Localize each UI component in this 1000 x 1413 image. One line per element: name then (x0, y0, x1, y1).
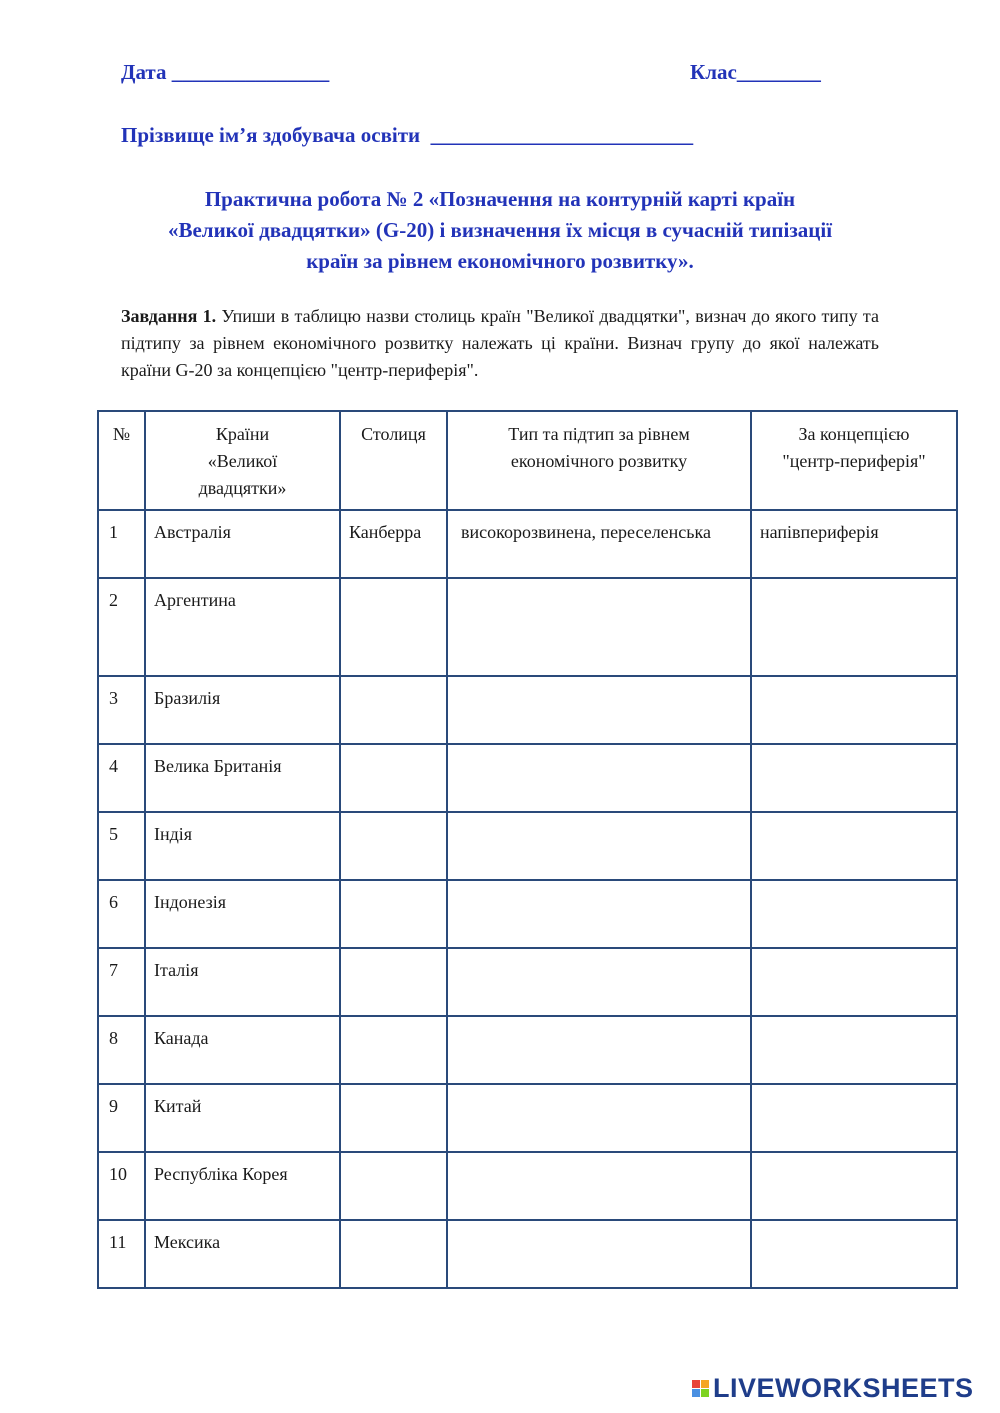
cell-num: 11 (98, 1220, 145, 1288)
title-line-1: Практична робота № 2 «Позначення на контурній карті країн (204, 187, 796, 211)
cell-concept[interactable]: напівпериферія (751, 510, 957, 578)
page-title (100, 184, 900, 277)
cell-country: Бразилія (145, 676, 340, 744)
cell-type[interactable] (447, 880, 751, 948)
title-line-2: «Великої двадцятки» (G-20) і визначення їх місця в сучасній типізації (167, 218, 833, 242)
cell-concept[interactable] (751, 1220, 957, 1288)
cell-type[interactable] (447, 676, 751, 744)
cell-num: 9 (98, 1084, 145, 1152)
cell-type[interactable] (447, 1220, 751, 1288)
cell-type[interactable] (447, 948, 751, 1016)
class-field (690, 60, 821, 85)
header-type: Тип та підтип за рівнем економічного розвитку (447, 411, 751, 510)
date-label: Дата (121, 60, 167, 84)
cell-concept[interactable] (751, 744, 957, 812)
cell-type[interactable] (447, 812, 751, 880)
date-blank[interactable]: _______________ (171, 60, 330, 84)
cell-capital[interactable] (340, 744, 447, 812)
cell-country: Республіка Корея (145, 1152, 340, 1220)
g20-table (97, 410, 958, 1289)
cell-concept[interactable] (751, 1016, 957, 1084)
task-text: Упиши в таблицю назви столиць країн "Великої двадцятки", визнач до якого типу та підтипу за рівнем економічного розвитку належать ці країни. Визнач групу до якої належать країни G-20 за концепцією "центр-периферія". (121, 306, 879, 380)
cell-num: 8 (98, 1016, 145, 1084)
cell-type[interactable] (447, 1084, 751, 1152)
cell-country: Індія (145, 812, 340, 880)
cell-capital[interactable] (340, 1016, 447, 1084)
cell-capital[interactable] (340, 812, 447, 880)
liveworksheets-logo (692, 1373, 974, 1403)
cell-concept[interactable] (751, 578, 957, 676)
cell-capital[interactable] (340, 578, 447, 676)
table-row (98, 1084, 957, 1152)
cell-num: 1 (98, 510, 145, 578)
cell-type[interactable] (447, 578, 751, 676)
header-num: № (98, 411, 145, 510)
cell-concept[interactable] (751, 880, 957, 948)
table-header-row (98, 411, 957, 510)
cell-num: 5 (98, 812, 145, 880)
class-label: Клас (690, 60, 737, 84)
cell-capital[interactable] (340, 880, 447, 948)
cell-concept[interactable] (751, 676, 957, 744)
cell-concept[interactable] (751, 812, 957, 880)
student-name-field (121, 123, 693, 148)
table-row (98, 578, 957, 676)
cell-num: 7 (98, 948, 145, 1016)
cell-country: Австралія (145, 510, 340, 578)
cell-concept[interactable] (751, 1084, 957, 1152)
logo-grid-icon (692, 1380, 709, 1397)
title-line-3: країн за рівнем економічного розвитку». (306, 249, 694, 273)
cell-country: Італія (145, 948, 340, 1016)
cell-type[interactable]: високорозвинена, переселенська (447, 510, 751, 578)
header-country: Країни «Великої двадцятки» (145, 411, 340, 510)
cell-country: Китай (145, 1084, 340, 1152)
cell-country: Велика Британія (145, 744, 340, 812)
brand-text: LIVEWORKSHEETS (713, 1372, 974, 1403)
task-instructions (121, 303, 879, 384)
table-row (98, 812, 957, 880)
cell-concept[interactable] (751, 948, 957, 1016)
cell-type[interactable] (447, 1152, 751, 1220)
table-row (98, 510, 957, 578)
table-row (98, 744, 957, 812)
cell-capital[interactable] (340, 1152, 447, 1220)
table-row (98, 1016, 957, 1084)
cell-concept[interactable] (751, 1152, 957, 1220)
cell-type[interactable] (447, 744, 751, 812)
cell-capital[interactable] (340, 948, 447, 1016)
table-row (98, 676, 957, 744)
cell-num: 3 (98, 676, 145, 744)
header-capital: Столиця (340, 411, 447, 510)
cell-country: Аргентина (145, 578, 340, 676)
cell-num: 6 (98, 880, 145, 948)
cell-capital[interactable] (340, 1220, 447, 1288)
class-blank[interactable]: ________ (736, 60, 821, 84)
student-name-label: Прізвище ім’я здобувача освіти (121, 123, 421, 147)
cell-country: Канада (145, 1016, 340, 1084)
cell-capital[interactable]: Канберра (340, 510, 447, 578)
student-name-blank[interactable]: _________________________ (430, 123, 694, 147)
cell-capital[interactable] (340, 676, 447, 744)
header-concept: За концепцією "центр-периферія" (751, 411, 957, 510)
task-label: Завдання 1. (121, 306, 217, 326)
date-field (121, 60, 329, 85)
cell-capital[interactable] (340, 1084, 447, 1152)
cell-num: 10 (98, 1152, 145, 1220)
table-row (98, 1220, 957, 1288)
table-row (98, 1152, 957, 1220)
cell-country: Індонезія (145, 880, 340, 948)
cell-country: Мексика (145, 1220, 340, 1288)
cell-num: 4 (98, 744, 145, 812)
cell-type[interactable] (447, 1016, 751, 1084)
table-row (98, 880, 957, 948)
cell-num: 2 (98, 578, 145, 676)
table-row (98, 948, 957, 1016)
